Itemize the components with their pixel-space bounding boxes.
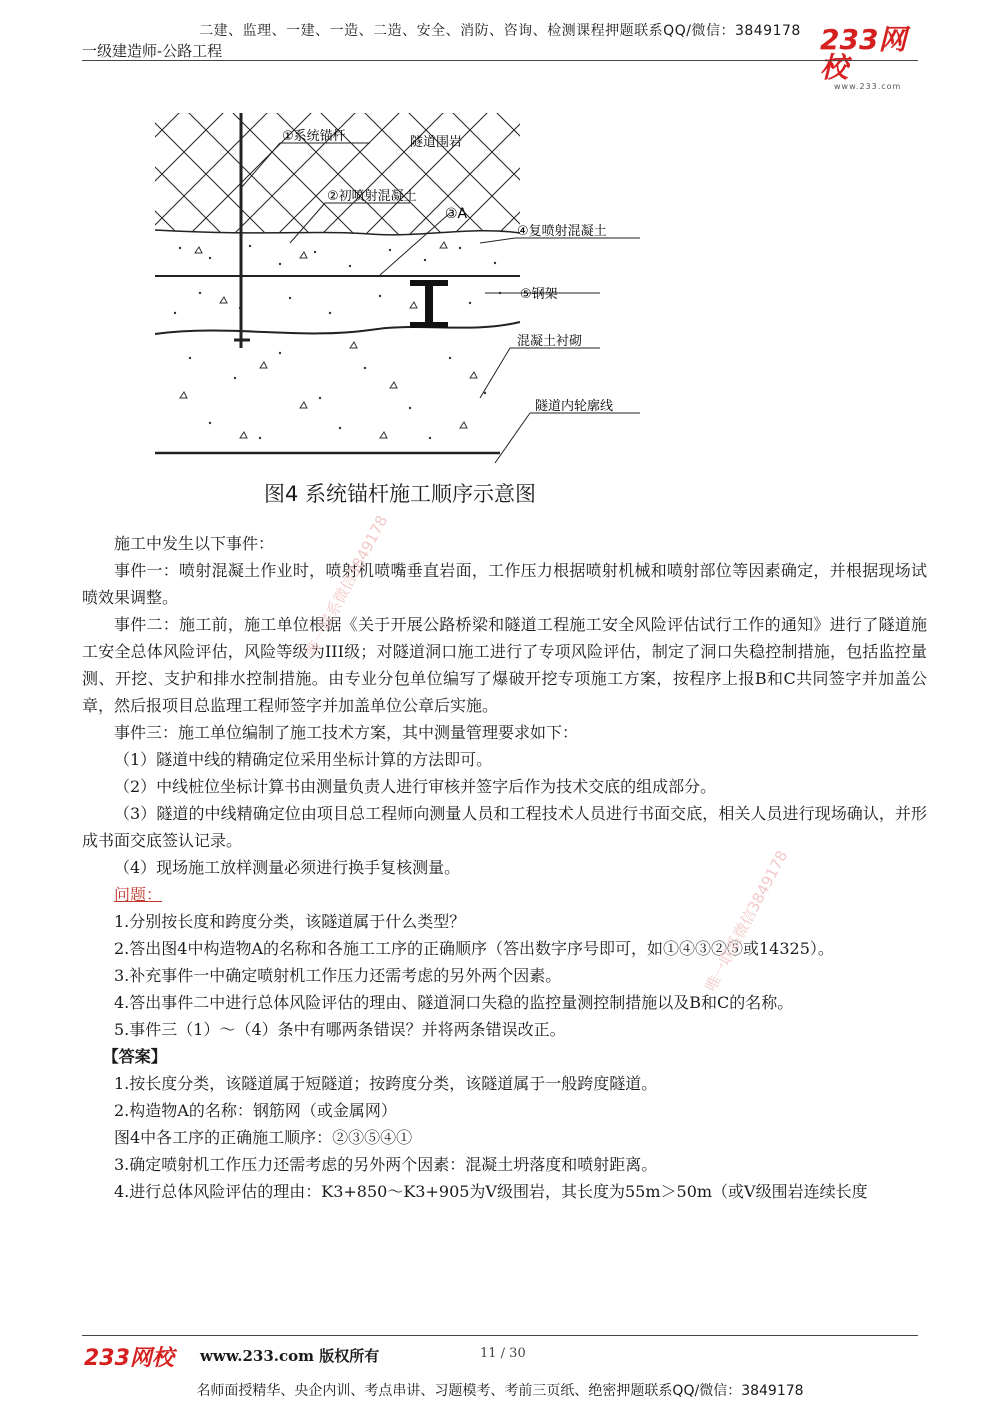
list-item: （2）中线桩位坐标计算书由测量负责人进行审核并签字后作为技术交底的组成部分。 bbox=[114, 777, 717, 796]
footer-divider bbox=[82, 1335, 918, 1336]
footer-note: 名师面授精华、央企内训、考点串讲、习题模考、考前三页纸、绝密押题联系QQ/微信：3849178 bbox=[196, 1383, 804, 1399]
answer-item: 图4中各工序的正确施工顺序：②③⑤④① bbox=[114, 1128, 413, 1147]
question-item: 2.答出图4中构造物A的名称和各施工工序的正确顺序（答出数字序号即可，如①④③②⑤或14325）。 bbox=[114, 939, 834, 958]
list-item: （1）隧道中线的精确定位采用坐标计算的方法即可。 bbox=[114, 750, 493, 769]
header-banner: 二建、监理、一建、一造、二造、安全、消防、咨询、检测课程押题联系QQ/微信：3849178 bbox=[199, 23, 801, 39]
label-lining: 混凝土衬砌 bbox=[517, 334, 583, 349]
question-heading: 问题： bbox=[114, 885, 163, 904]
label-initial-spray: ②初喷射混凝土 bbox=[327, 189, 417, 204]
initial-spray-layer bbox=[155, 230, 520, 276]
paragraph: 事件一：喷射混凝土作业时，喷射机喷嘴垂直岩面，工作压力根据喷射机械和喷射部位等因素确定，并根据现场试喷效果调整。 bbox=[82, 561, 927, 607]
answer-item: 1.按长度分类，该隧道属于短隧道；按跨度分类，该隧道属于一般跨度隧道。 bbox=[114, 1074, 658, 1093]
logo-url: www.233.com bbox=[834, 82, 902, 91]
question-item: 1.分别按长度和跨度分类，该隧道属于什么类型？ bbox=[114, 912, 466, 931]
document-body bbox=[82, 530, 927, 1205]
list-item: （3）隧道的中线精确定位由项目总工程师向测量人员和工程技术人员进行书面交底，相关人员进行现场确认，并形成书面交底签认记录。 bbox=[82, 804, 927, 850]
document-subtitle: 一级建造师-公路工程 bbox=[82, 42, 223, 60]
paragraph: 施工中发生以下事件： bbox=[114, 534, 275, 553]
tunnel-anchor-diagram bbox=[140, 108, 660, 468]
label-a: ③A bbox=[445, 206, 468, 222]
paragraph: 事件二：施工前，施工单位根据《关于开展公路桥梁和隧道工程施工安全风险评估试行工作的通知》进行了隧道施工安全总体风险评估，风险等级为III级；对隧道洞口施工进行了专项风险评估，制定了洞口失稳控制措施，包括监控量测、开挖、支护和排水控制措施。由专业分包单位编写了爆破开挖专项施工方案，按程序上报B和C共同签字并加盖公章，然后报项目总监理工程师签字并加盖单位公章后实施。 bbox=[82, 615, 927, 715]
label-steel-frame: ⑤钢架 bbox=[520, 287, 558, 302]
watermark-text: 唯一联系微信3849178 bbox=[301, 512, 392, 660]
question-item: 3.补充事件一中确定喷射机工作压力还需考虑的另外两个因素。 bbox=[114, 966, 562, 985]
answer-item: 2.构造物A的名称：钢筋网（或金属网） bbox=[114, 1101, 397, 1120]
question-item: 5.事件三（1）～（4）条中有哪两条错误？并将两条错误改正。 bbox=[114, 1020, 566, 1039]
label-surrounding-rock: 隧道围岩 bbox=[410, 135, 463, 150]
answer-heading: 【答案】 bbox=[102, 1047, 167, 1066]
label-anchor: ①系统锚杆 bbox=[282, 129, 346, 144]
question-item: 4.答出事件二中进行总体风险评估的理由、隧道洞口失稳的监控量测控制措施以及B和C的名称。 bbox=[114, 993, 794, 1012]
brand-logo bbox=[820, 23, 930, 91]
paragraph: 事件三：施工单位编制了施工技术方案，其中测量管理要求如下： bbox=[114, 723, 579, 742]
footer-copyright: www.233.com 版权所有 bbox=[200, 1347, 380, 1365]
header-divider bbox=[82, 60, 918, 61]
figure-caption: 图4 系统锚杆施工顺序示意图 bbox=[263, 482, 537, 506]
list-item: （4）现场施工放样测量必须进行换手复核测量。 bbox=[114, 858, 461, 877]
logo-text: 233网校 bbox=[820, 23, 907, 84]
label-re-spray: ④复喷射混凝土 bbox=[517, 224, 607, 239]
page-number: 11 / 30 bbox=[480, 1346, 526, 1361]
answer-item: 4.进行总体风险评估的理由：K3+850～K3+905为V级围岩，其长度为55m＞50m（或V级围岩连续长度 bbox=[114, 1182, 868, 1201]
steel-frame bbox=[410, 280, 448, 328]
label-contour: 隧道内轮廓线 bbox=[535, 399, 614, 414]
footer-logo: 233网校 bbox=[84, 1346, 174, 1371]
answer-item: 3.确定喷射机工作压力还需考虑的另外两个因素：混凝土坍落度和喷射距离。 bbox=[114, 1155, 658, 1174]
watermark-text: 唯一联系微信3849178 bbox=[701, 847, 792, 995]
